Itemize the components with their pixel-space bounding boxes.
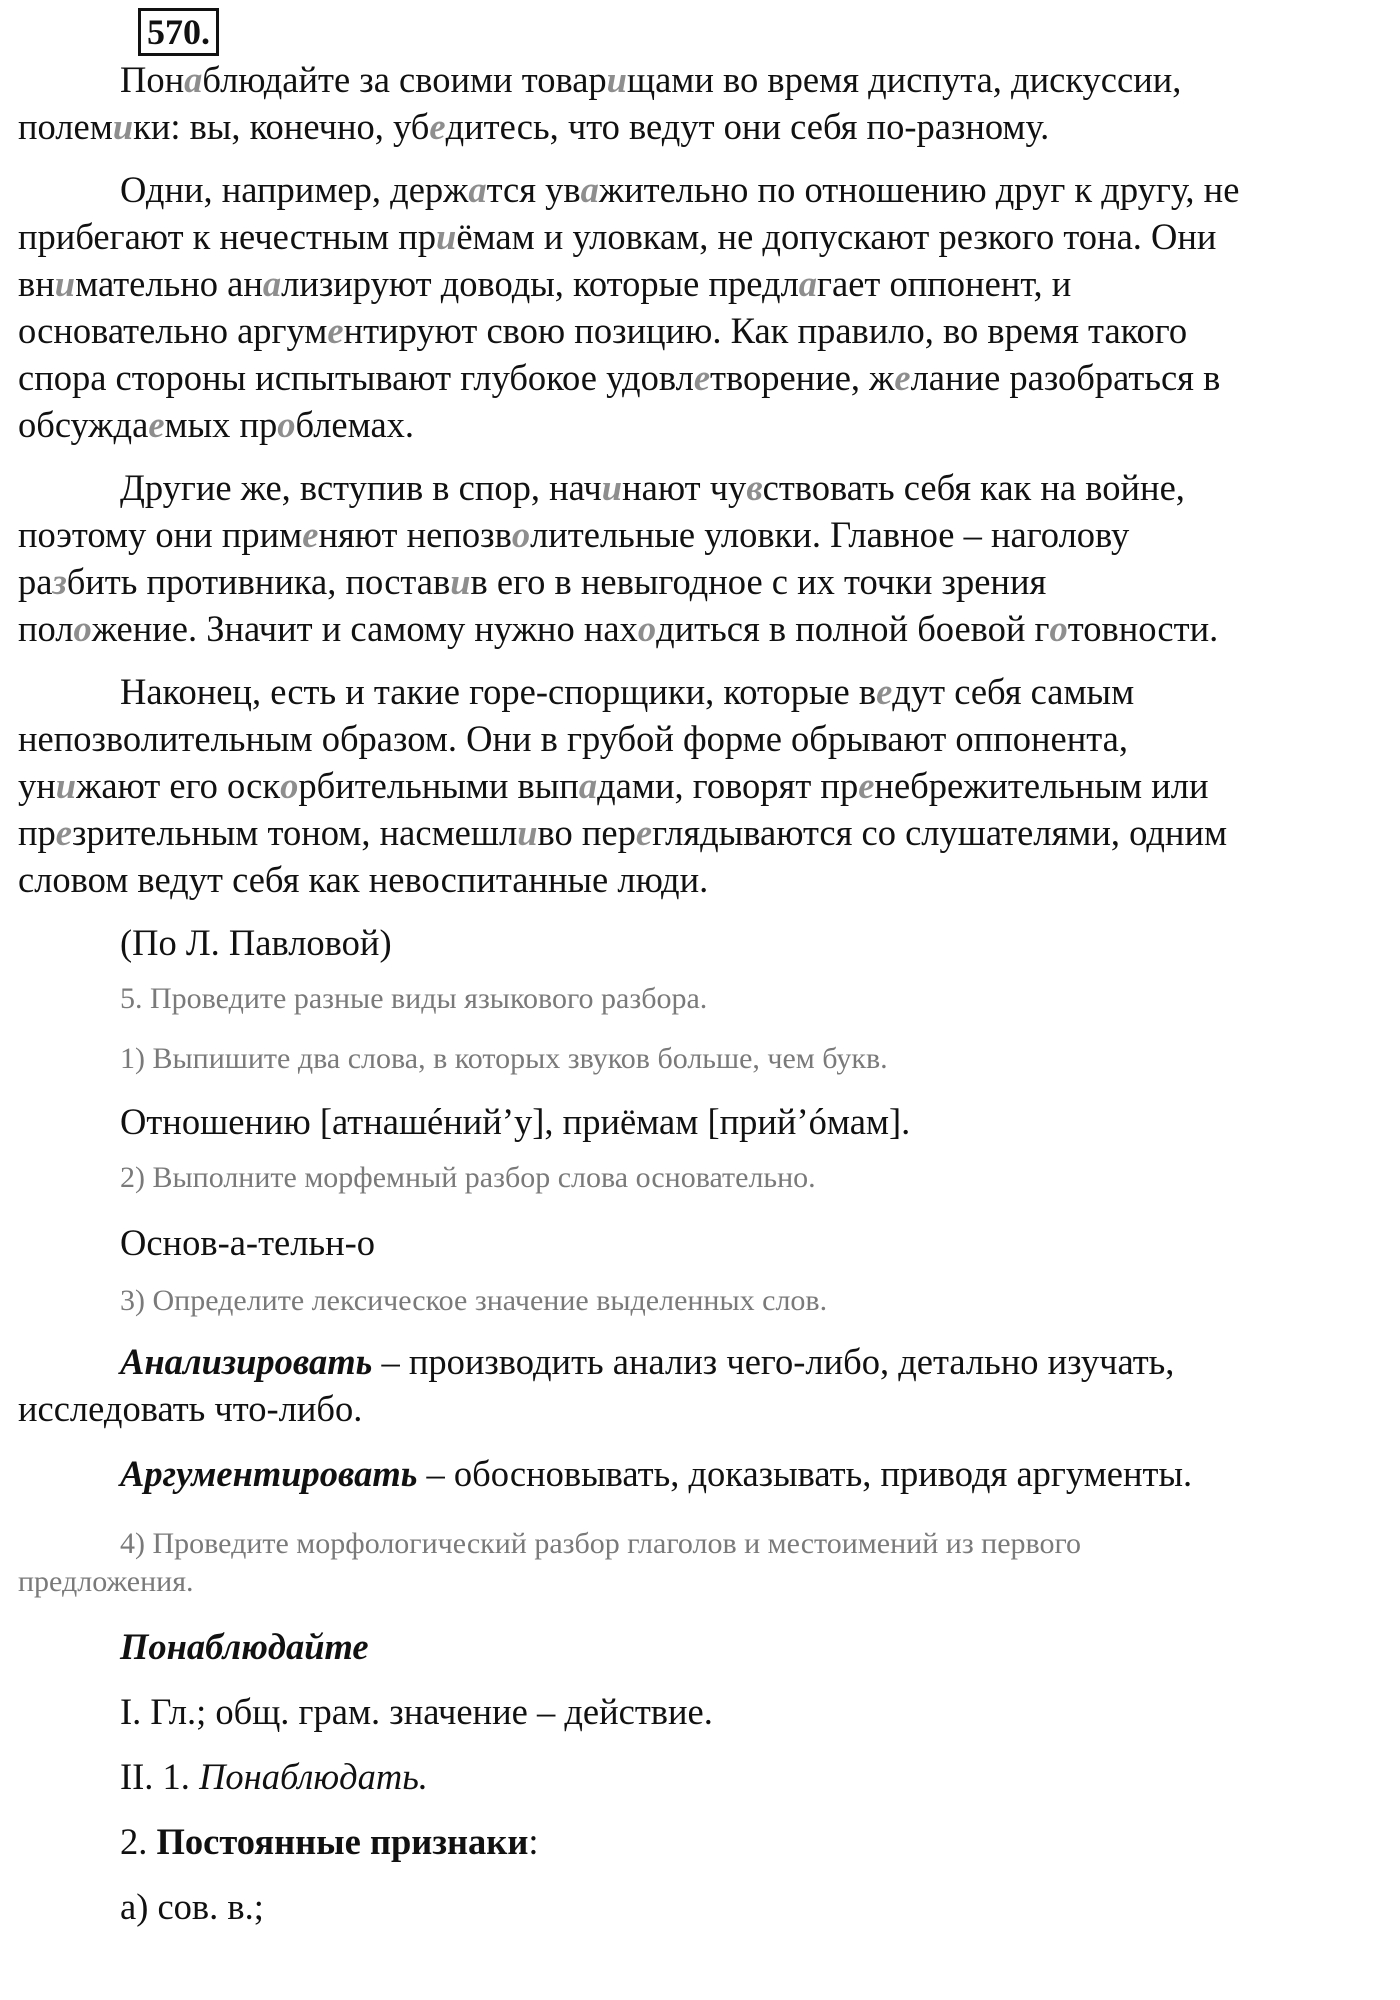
text-segment: поэтому они прим bbox=[18, 514, 303, 555]
highlighted-letter: е bbox=[876, 671, 893, 712]
text-segment: дами, говорят пр bbox=[597, 765, 859, 806]
text-segment: гает оппонент, и bbox=[817, 263, 1072, 304]
text-segment: пр bbox=[18, 812, 56, 853]
paragraph-2 bbox=[18, 166, 1390, 448]
highlighted-letter: и bbox=[112, 106, 134, 147]
definition-term-analyze: Анализировать bbox=[120, 1341, 373, 1382]
definition-text-analyze: – производить анализ чего-либо, детально изучать, bbox=[372, 1341, 1175, 1382]
parse-line-3-colon: : bbox=[528, 1821, 539, 1862]
highlighted-letter: е bbox=[327, 310, 344, 351]
highlighted-letter: з bbox=[52, 561, 67, 602]
parse-line-1: I. Гл.; общ. грам. значение – действие. bbox=[120, 1691, 713, 1732]
highlighted-letter: е bbox=[55, 812, 72, 853]
text-segment: жают его оск bbox=[76, 765, 281, 806]
paragraph-4 bbox=[18, 668, 1390, 903]
task-5-2: 2) Выполните морфемный разбор слова основательно. bbox=[120, 1161, 816, 1194]
text-segment: ра bbox=[18, 561, 53, 602]
source-attribution: (По Л. Павловой) bbox=[120, 922, 392, 963]
text-segment: лизируют доводы, которые предл bbox=[281, 263, 799, 304]
highlighted-letter: е bbox=[894, 357, 911, 398]
paragraph-3 bbox=[18, 464, 1390, 652]
highlighted-letter: е bbox=[858, 765, 875, 806]
text-segment: полем bbox=[18, 106, 113, 147]
text-segment: тся ув bbox=[486, 169, 581, 210]
answer-2: Основ-а-тельн-о bbox=[120, 1222, 376, 1263]
highlighted-letter: а bbox=[468, 169, 487, 210]
text-segment: спора стороны испытывают глубокое удовл bbox=[18, 357, 694, 398]
highlighted-letter: о bbox=[637, 608, 657, 649]
highlighted-letter: е bbox=[693, 357, 711, 398]
text-segment: товности. bbox=[1067, 608, 1219, 649]
highlighted-letter: в bbox=[746, 467, 763, 508]
text-segment: ки: вы, конечно, уб bbox=[133, 106, 430, 147]
task-5-3: 3) Определите лексическое значение выделенных слов. bbox=[120, 1284, 828, 1317]
text-segment: нают чу bbox=[622, 467, 747, 508]
definition-argue bbox=[18, 1450, 1390, 1497]
text-segment: во пер bbox=[537, 812, 636, 853]
text-segment: пол bbox=[18, 608, 74, 649]
highlighted-letter: и bbox=[601, 467, 623, 508]
exercise-number: 570. bbox=[138, 8, 219, 56]
highlighted-letter: е bbox=[635, 812, 653, 853]
highlighted-letter: и bbox=[54, 263, 76, 304]
highlighted-letter: а bbox=[798, 263, 818, 304]
text-segment: жение. Значит и самому нужно нах bbox=[91, 608, 638, 649]
task-5-heading: 5. Проведите разные виды языкового разбора. bbox=[120, 982, 708, 1015]
highlighted-letter: о bbox=[280, 765, 299, 806]
text-segment: нтируют свою позицию. Как правило, во время такого bbox=[343, 310, 1188, 351]
text-segment: обсужда bbox=[18, 404, 149, 445]
highlighted-letter: и bbox=[55, 765, 77, 806]
highlighted-letter: а bbox=[184, 59, 203, 100]
text-segment: дитесь, что ведут они себя по-разному. bbox=[445, 106, 1050, 147]
definition-term-argue: Аргументировать bbox=[120, 1453, 418, 1494]
text-segment: словом ведут себя как невоспитанные люди. bbox=[18, 859, 709, 900]
task-5-4-line2: предложения. bbox=[18, 1565, 194, 1598]
highlighted-letter: о bbox=[1049, 608, 1068, 649]
parse-line-3-num: 2. bbox=[120, 1821, 157, 1862]
parse-line-2-prefix: II. 1. bbox=[120, 1756, 200, 1797]
parse-line-2 bbox=[18, 1753, 1390, 1800]
highlighted-letter: о bbox=[73, 608, 92, 649]
parse-line-4: а) сов. в.; bbox=[120, 1886, 264, 1927]
text-segment: непозволительным образом. Они в грубой форме обрывают оппонента, bbox=[18, 718, 1128, 759]
highlighted-letter: и bbox=[606, 59, 627, 100]
highlighted-letter: а bbox=[262, 263, 282, 304]
highlighted-letter: е bbox=[302, 514, 319, 555]
text-segment: прибегают к нечестным пр bbox=[18, 216, 437, 257]
parse-line-3 bbox=[18, 1818, 1390, 1865]
text-segment: блемах. bbox=[295, 404, 415, 445]
text-segment: блюдайте за своими товар bbox=[202, 59, 607, 100]
text-segment: в его в невыгодное с их точки зрения bbox=[470, 561, 1047, 602]
highlighted-letter: и bbox=[436, 216, 457, 257]
paragraph-1 bbox=[18, 56, 1390, 150]
highlighted-letter: е bbox=[429, 106, 446, 147]
text-segment: Одни, например, держ bbox=[120, 169, 469, 210]
text-segment: небрежительным или bbox=[874, 765, 1209, 806]
highlighted-letter: а bbox=[578, 765, 598, 806]
task-5-4-line1: 4) Проведите морфологический разбор глаголов и местоимений из первого bbox=[120, 1527, 1082, 1560]
text-segment: дут себя самым bbox=[892, 671, 1135, 712]
task-5-1: 1) Выпишите два слова, в которых звуков больше, чем букв. bbox=[120, 1042, 888, 1075]
text-segment: ун bbox=[18, 765, 56, 806]
highlighted-letter: и bbox=[517, 812, 538, 853]
text-segment: рбительными вып bbox=[298, 765, 579, 806]
text-segment: щами во время диспута, дискуссии, bbox=[626, 59, 1182, 100]
definition-text-argue: – обосновывать, доказывать, приводя аргументы. bbox=[417, 1453, 1193, 1494]
text-segment: Пон bbox=[120, 59, 185, 100]
definition-text-analyze-2: исследовать что-либо. bbox=[18, 1388, 363, 1429]
parse-line-3-label: Постоянные признаки bbox=[156, 1821, 529, 1862]
highlighted-letter: о bbox=[277, 404, 296, 445]
text-segment: Другие же, вступив в спор, нач bbox=[120, 467, 602, 508]
highlighted-letter: и bbox=[450, 561, 471, 602]
text-segment: жительно по отношению друг к другу, не bbox=[598, 169, 1240, 210]
text-segment: няют непозв bbox=[318, 514, 512, 555]
parse-line-2-word: Понаблюдать. bbox=[199, 1756, 428, 1797]
text-segment: ёмам и уловкам, не допускают резкого тона. Они bbox=[456, 216, 1217, 257]
text-segment: творение, ж bbox=[710, 357, 895, 398]
highlighted-letter: о bbox=[511, 514, 531, 555]
text-segment: лительные уловки. Главное – наголову bbox=[530, 514, 1130, 555]
text-segment: ствовать себя как на войне, bbox=[762, 467, 1185, 508]
document-page bbox=[18, 0, 1390, 1930]
text-segment: основательно аргум bbox=[18, 310, 328, 351]
text-segment: зрительным тоном, насмешл bbox=[72, 812, 518, 853]
text-segment: бить противника, постав bbox=[66, 561, 451, 602]
answer-1: Отношению [атнашéний’у], приёмам [прий’óмам]. bbox=[120, 1101, 911, 1142]
text-segment: вн bbox=[18, 263, 55, 304]
text-segment: глядываются со слушателями, одним bbox=[652, 812, 1228, 853]
task-5-4 bbox=[18, 1525, 1390, 1601]
definition-analyze bbox=[18, 1338, 1390, 1432]
text-segment: мых пр bbox=[164, 404, 278, 445]
text-segment: диться в полной боевой г bbox=[656, 608, 1050, 649]
parse-word: Понаблюдайте bbox=[120, 1626, 369, 1667]
text-segment: Наконец, есть и такие горе-спорщики, которые в bbox=[120, 671, 877, 712]
text-segment: лание разобраться в bbox=[910, 357, 1221, 398]
text-segment: мательно ан bbox=[75, 263, 263, 304]
highlighted-letter: е bbox=[148, 404, 165, 445]
highlighted-letter: а bbox=[580, 169, 599, 210]
